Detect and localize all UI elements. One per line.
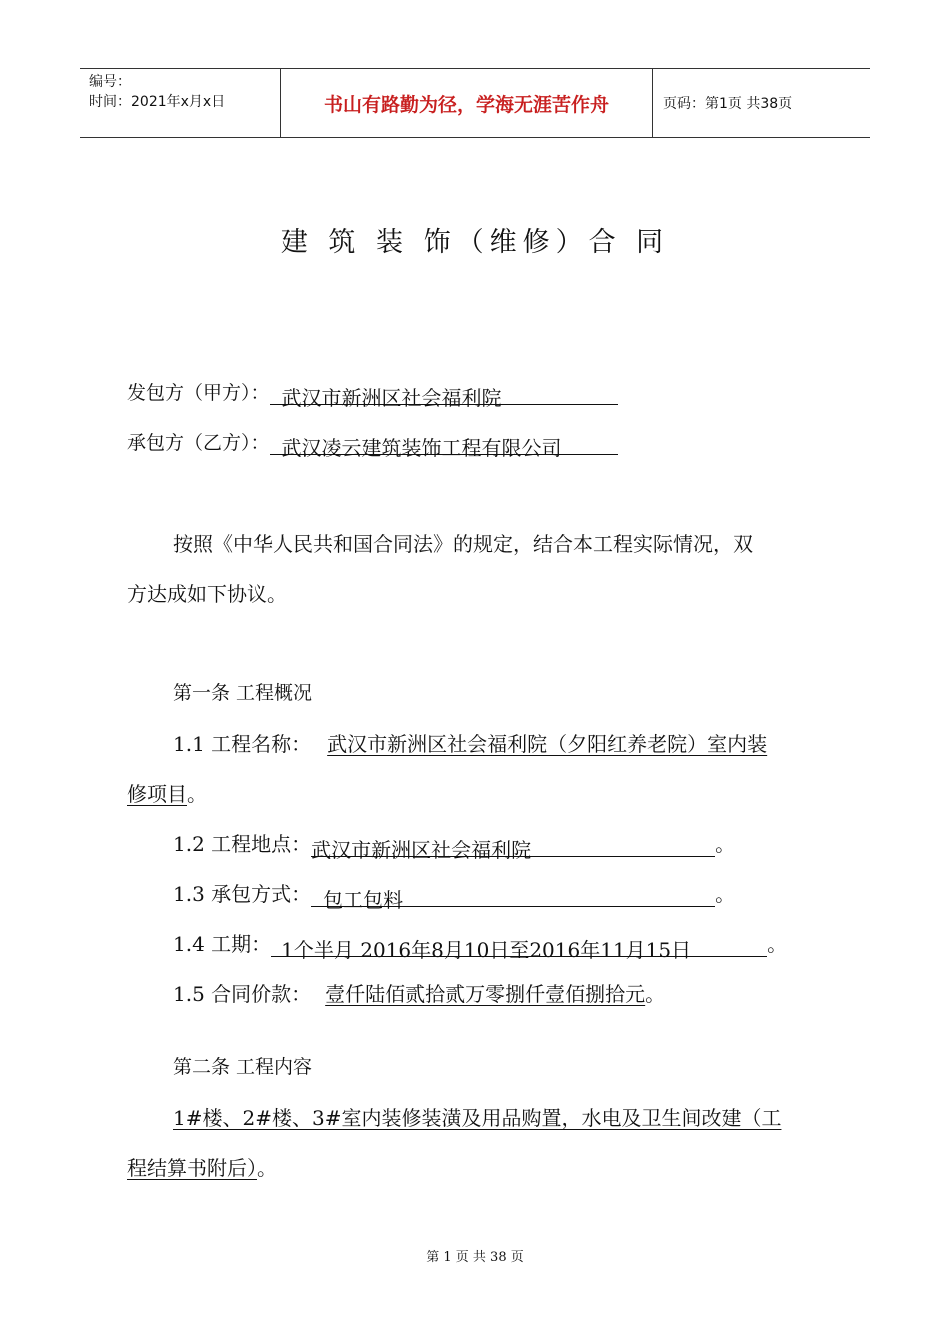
item-1-5-label: 1.5 合同价款： — [173, 982, 312, 1006]
date-label: 时间：2021年x月x日 — [89, 94, 226, 110]
party-b-value: 武汉凌云建筑装饰工程有限公司 — [270, 432, 618, 455]
header-table — [80, 68, 870, 138]
item-1-5: 1.5 合同价款： 壹仟陆佰贰拾贰万零捌仟壹佰捌拾元。 — [173, 982, 666, 1006]
item-1-1-label: 1.1 工程名称： — [173, 732, 312, 756]
article-2-heading: 第二条 工程内容 — [173, 1056, 313, 1078]
item-1-5-value: 壹仟陆佰贰拾贰万零捌仟壹佰捌拾元 — [325, 982, 646, 1006]
page-footer: 第 1 页 共 38 页 — [426, 1250, 524, 1265]
party-b-line — [127, 428, 618, 460]
item-1-1-cont: 修项目。 — [127, 782, 207, 806]
item-1-3-label: 1.3 承包方式： — [173, 882, 312, 906]
article-1-heading: 第一条 工程概况 — [173, 682, 313, 704]
item-1-4-label: 1.4 工期： — [173, 932, 272, 956]
header-meta — [80, 69, 281, 137]
item-1-2-label: 1.2 工程地点： — [173, 832, 312, 856]
item-1-2: 1.2 工程地点：武汉市新洲区社会福利院 。 — [173, 832, 736, 862]
number-label: 编号： — [89, 74, 131, 90]
party-b-label: 承包方（乙方）： — [127, 432, 270, 454]
article-2-content-cont: 程结算书附后）。 — [127, 1156, 277, 1180]
item-1-1 — [173, 728, 767, 757]
item-1-1-value-cont: 修项目 — [127, 782, 187, 806]
article-2-content — [173, 1102, 781, 1131]
article-2-content-a: 1#楼、2#楼、3#室内装修装潢及用品购置，水电及卫生间改建（工 — [173, 1106, 782, 1130]
item-1-2-value: 武汉市新洲区社会福利院 — [311, 834, 715, 857]
item-1-3-value: 包工包料 — [311, 884, 715, 907]
intro-line-2: 方达成如下协议。 — [127, 582, 287, 606]
item-1-1-value: 武汉市新洲区社会福利院（夕阳红养老院）室内装 — [327, 732, 768, 756]
party-a-line — [127, 378, 618, 410]
item-1-3: 1.3 承包方式： 包工包料 。 — [173, 882, 736, 912]
article-2-content-b: 程结算书附后） — [127, 1156, 257, 1180]
item-1-4: 1.4 工期： 1个半月 2016年8月10日至2016年11月15日 。 — [173, 932, 788, 962]
item-1-4-value: 1个半月 2016年8月10日至2016年11月15日 — [271, 934, 767, 957]
header-page-info: 页码：第1页 共38页 — [663, 96, 793, 112]
intro-line-1: 按照《中华人民共和国合同法》的规定，结合本工程实际情况，双 — [173, 532, 753, 556]
party-a-label: 发包方（甲方）： — [127, 382, 270, 404]
contract-title: 建 筑 装 饰（维修）合 同 — [280, 227, 670, 258]
header-motto: 书山有路勤为径，学海无涯苦作舟 — [281, 69, 653, 137]
party-a-value: 武汉市新洲区社会福利院 — [270, 382, 618, 405]
